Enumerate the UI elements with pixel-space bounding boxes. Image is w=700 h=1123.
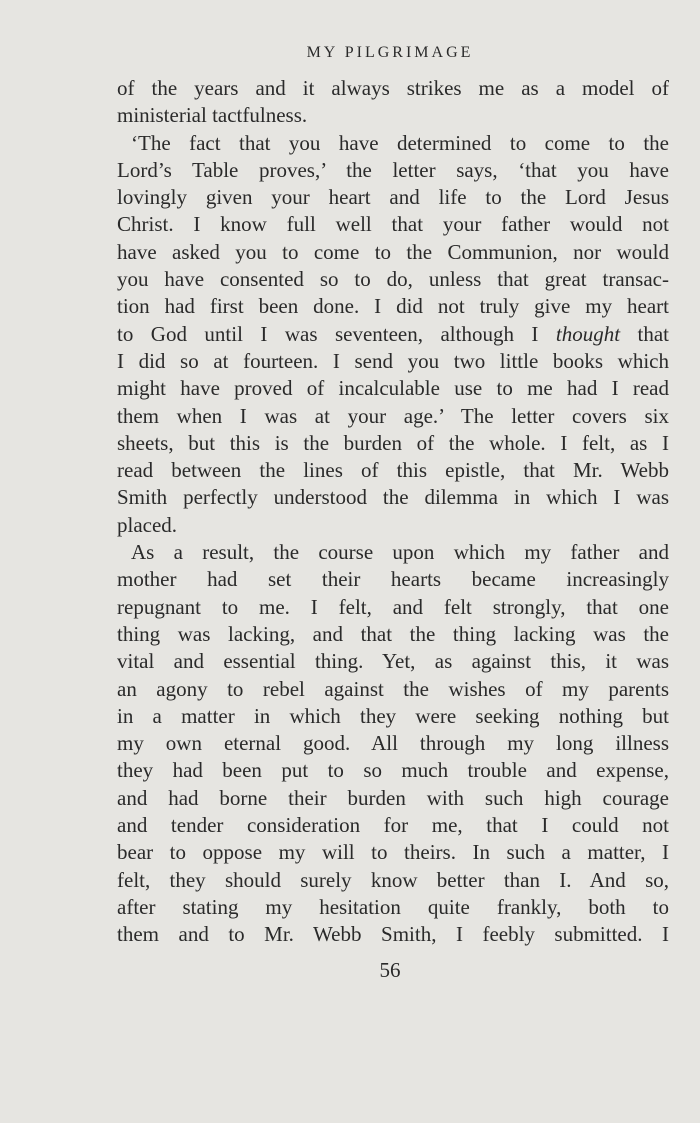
text-line: and had borne their burden with such high courage [117,785,669,810]
text-line: and tender consideration for me, that I could not [117,813,669,838]
text-line: Lord’s Table proves,’ the letter says, ‘that you have [117,157,669,182]
text-line: repugnant to me. I felt, and felt strongly, that one [117,594,669,619]
body-text [117,75,669,949]
text-line: of the years and it always strikes me as a model of [117,76,669,100]
text-line: Christ. I know full well that your father would not [117,212,669,237]
text-line: in a matter in which they were seeking nothing but [117,703,669,728]
text-segment: to God until I was seventeen, although I [117,321,539,346]
text-line: you have consented so to do, unless that great transac- [117,267,669,292]
italic-word: thought [555,321,621,346]
text-line: sheets, but this is the burden of the whole. I felt, as I [117,430,669,455]
text-line: an agony to rebel against the wishes of my parents [117,676,669,701]
text-line: lovingly given your heart and life to the Lord Jesus [117,185,669,210]
text-line: them when I was at your age.’ The letter covers six [117,403,669,428]
text-line: might have proved of incalculable use to me had I read [117,376,669,401]
text-line: ministerial tactfulness. [117,103,308,128]
text-line: placed. [117,512,178,537]
text-line: read between the lines of this epistle, that Mr. Webb [117,458,669,483]
text-line-with-italic [117,321,669,348]
text-line: Smith perfectly understood the dilemma in which I was [117,485,669,510]
text-line: I did so at fourteen. I send you two little books which [117,348,669,373]
text-line: tion had first been done. I did not truly give my heart [117,294,669,319]
running-head: MY PILGRIMAGE [306,44,474,61]
text-line: them and to Mr. Webb Smith, I feebly submitted. I [117,922,669,947]
text-segment: that [637,321,670,346]
text-line: have asked you to come to the Communion, nor would [117,239,669,264]
text-line: thing was lacking, and that the thing lacking was the [117,621,669,646]
text-line: after stating my hesitation quite frankly, both to [117,894,669,919]
text-line: As a result, the course upon which my father and [131,540,669,565]
text-line: my own eternal good. All through my long illness [117,731,669,756]
text-line: vital and essential thing. Yet, as against this, it was [117,649,669,674]
text-line: felt, they should surely know better than I. And so, [117,867,669,892]
text-line: bear to oppose my will to theirs. In such a matter, I [117,840,669,865]
text-line: mother had set their hearts became increasingly [117,567,669,592]
text-line: ‘The fact that you have determined to come to the [131,130,669,155]
text-line: they had been put to so much trouble and expense, [117,758,669,783]
page-number: 56 [379,958,401,982]
